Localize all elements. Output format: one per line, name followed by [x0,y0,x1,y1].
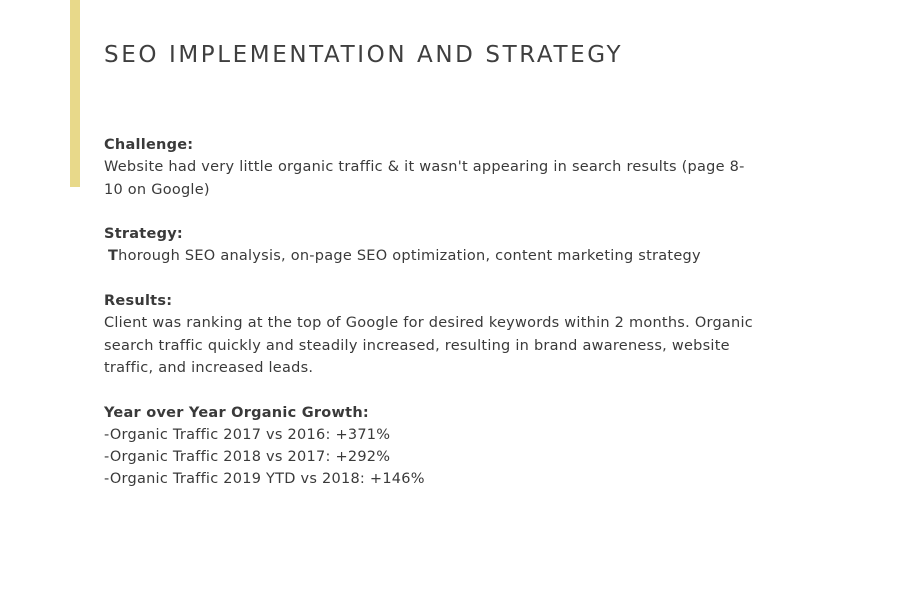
strategy-paragraph [104,245,754,267]
growth-item: -Organic Traffic 2017 vs 2016: +371% [104,426,391,443]
accent-bar [70,0,80,187]
strategy-first-letter: T [108,248,119,265]
growth-label: Year over Year Organic Growth: [104,404,369,421]
growth-item: -Organic Traffic 2018 vs 2017: +292% [104,449,391,466]
case-study-body [104,134,754,491]
strategy-text: horough SEO analysis, on-page SEO optimization, content marketing strategy [118,248,701,265]
spacer [104,201,754,223]
results-text: Client was ranking at the top of Google for desired keywords within 2 months. Organic search traffic quickly and steadily increased, resulting in brand awareness, website traffic, and increased leads. [104,315,753,376]
results-label: Results: [104,293,173,310]
spacer [104,379,754,401]
growth-item: -Organic Traffic 2019 YTD vs 2018: +146% [104,471,425,488]
spacer [104,268,754,290]
challenge-text: Website had very little organic traffic & it wasn't appearing in search results (page 8-10 on Google) [104,159,745,198]
strategy-label: Strategy: [104,226,183,243]
page-title: SEO IMPLEMENTATION AND STRATEGY [104,42,624,68]
challenge-label: Challenge: [104,137,194,153]
